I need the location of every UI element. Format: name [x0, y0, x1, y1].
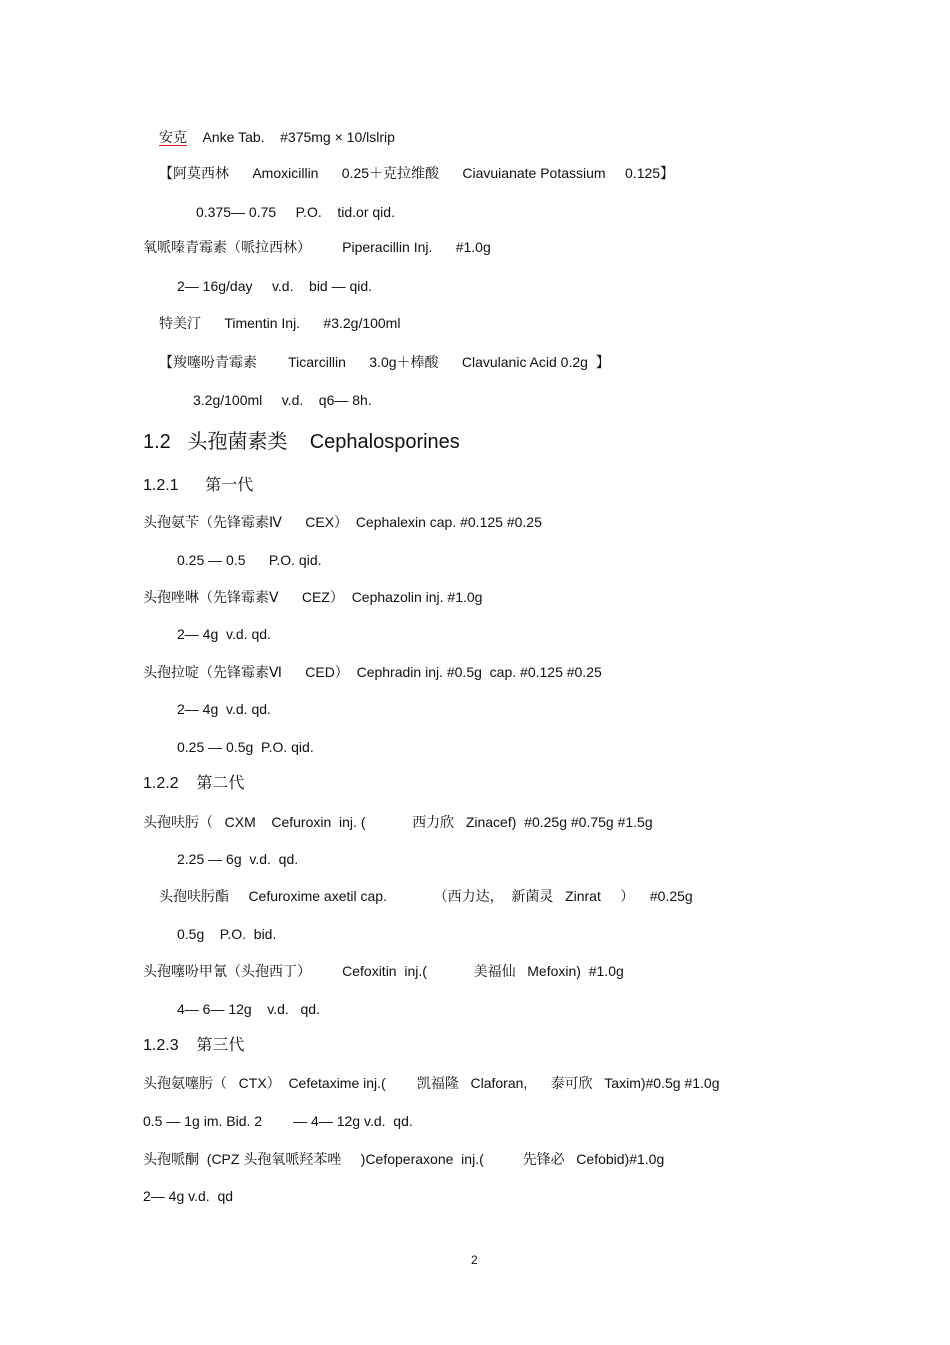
subsection-heading: 1.2.3 第三代	[143, 1037, 245, 1054]
drug-line: 特美汀 Timentin Inj. #3.2g/100ml	[159, 315, 401, 331]
dosage-line: 4— 6— 12g v.d. qd.	[177, 1001, 320, 1017]
drug-composition-line: 【羧噻吩青霉素 Ticarcillin 3.0g＋棒酸 Clavulanic Acid 0.2g 】	[159, 354, 610, 370]
drug-line-anke: 安克 Anke Tab. #375mg × 10/lslrip	[159, 129, 395, 145]
section-heading: 1.2 头孢菌素类 Cephalosporines	[143, 431, 460, 453]
dosage-line: 2— 4g v.d. qd	[143, 1188, 234, 1204]
page-number: 2	[471, 1253, 478, 1267]
dosage-line: 2— 4g v.d. qd.	[177, 626, 271, 642]
dosage-line: 3.2g/100ml v.d. q6— 8h.	[193, 392, 372, 408]
dosage-line: 2— 16g/day v.d. bid — qid.	[177, 278, 373, 294]
drug-name-underlined: 安克	[159, 129, 187, 145]
drug-line: 氧哌嗪青霉素（哌拉西林） Piperacillin Inj. #1.0g	[143, 239, 491, 255]
drug-line: 头孢呋肟（ CXM Cefuroxin inj. ( 西力欣 Zinacef) #0.25g #0.75g #1.5g	[143, 814, 653, 830]
drug-line: 头孢噻吩甲氰（头孢西丁） Cefoxitin inj.( 美福仙 Mefoxin) #1.0g	[143, 963, 624, 979]
drug-line: 头孢氨苄（先锋霉素Ⅳ CEX） Cephalexin cap. #0.125 #0.25	[143, 514, 542, 530]
dosage-line: 0.25 — 0.5 P.O. qid.	[177, 552, 322, 568]
drug-composition-line: 【阿莫西林 Amoxicillin 0.25＋克拉维酸 Ciavuianate Potassium 0.125】	[159, 165, 675, 181]
subsection-heading: 1.2.1 第一代	[143, 477, 254, 494]
dosage-line: 2.25 — 6g v.d. qd.	[177, 851, 299, 867]
dosage-line: 2— 4g v.d. qd.	[177, 701, 271, 717]
drug-line: 头孢拉啶（先锋霉素Ⅵ CED） Cephradin inj. #0.5g cap. #0.125 #0.25	[143, 664, 602, 680]
dosage-line: 0.25 — 0.5g P.O. qid.	[177, 739, 314, 755]
dosage-line: 0.5g P.O. bid.	[177, 926, 277, 942]
drug-line: 头孢氨噻肟（ CTX） Cefetaxime inj.( 凯福隆 Claforan, 泰可欣 Taxim)#0.5g #1.0g	[143, 1075, 720, 1091]
dosage-line: 0.375— 0.75 P.O. tid.or qid.	[196, 204, 395, 220]
drug-line: 头孢唑啉（先锋霉素Ⅴ CEZ） Cephazolin inj. #1.0g	[143, 589, 483, 605]
subsection-heading: 1.2.2 第二代	[143, 775, 245, 792]
drug-line: 头孢呋肟酯 Cefuroxime axetil cap. （西力达， 新菌灵 Zinrat ） #0.25g	[159, 888, 693, 904]
dosage-line: 0.5 — 1g im. Bid. 2 — 4— 12g v.d. qd.	[143, 1113, 413, 1129]
drug-line: 头孢哌酮 (CPZ 头孢氧哌羟苯唑 )Cefoperaxone inj.( 先锋必 Cefobid)#1.0g	[143, 1151, 665, 1167]
